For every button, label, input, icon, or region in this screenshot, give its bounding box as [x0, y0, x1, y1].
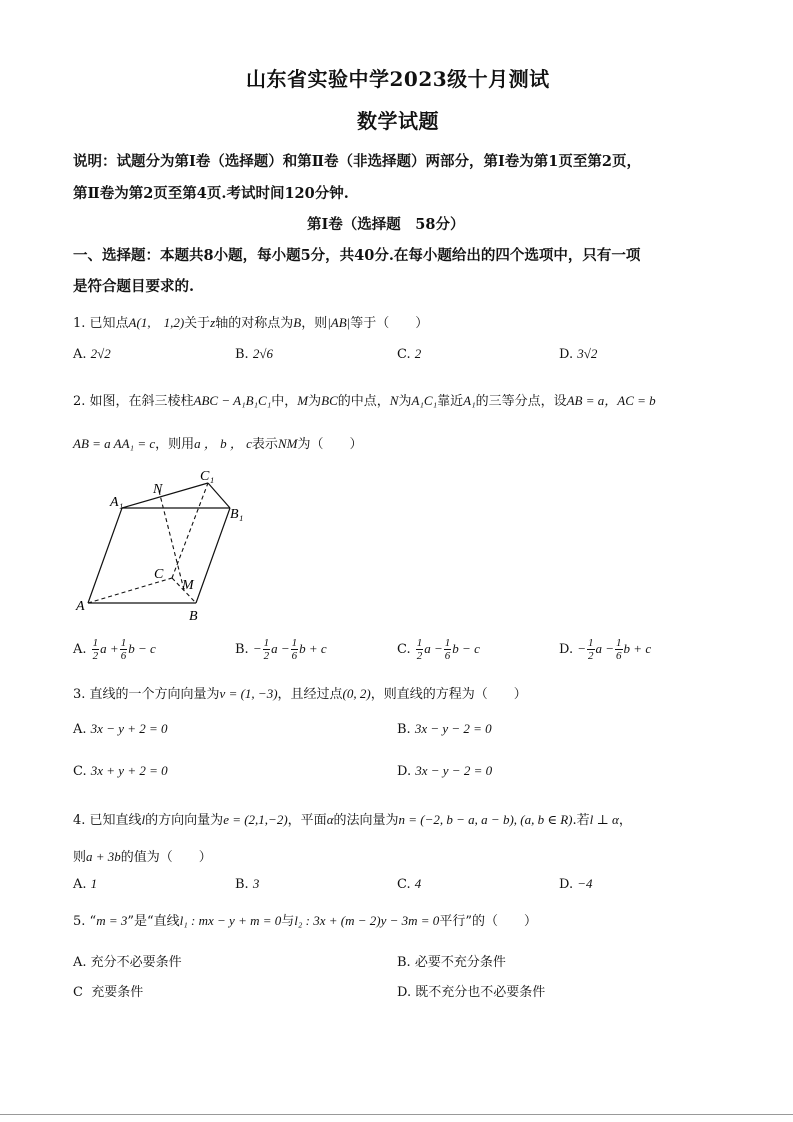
- q1-point-b: B: [293, 315, 302, 330]
- q1-point-a: A(1, 1,2): [128, 315, 185, 330]
- label-B: B: [189, 609, 198, 624]
- q4-option-a[interactable]: A. 1: [73, 876, 98, 892]
- label-N: N: [153, 482, 163, 497]
- q5-line-l2: l₂ : 3x + (m − 2)y − 3m = 0: [294, 913, 440, 928]
- q1-text: 关于: [184, 316, 211, 331]
- q2-option-b[interactable]: B. − $\frac{1}{2}$ a − $\frac{1}{6}$ b + c: [235, 637, 327, 662]
- edge-c1-b1: [208, 483, 230, 508]
- q5-option-a[interactable]: A. 充分不必要条件: [73, 955, 182, 970]
- q1-option-c[interactable]: C. 2: [397, 346, 422, 362]
- section-heading: 第Ⅰ卷（选择题 58分）: [307, 216, 465, 233]
- q3-option-b[interactable]: B. 3x − y − 2 = 0: [397, 721, 492, 737]
- label-C: C: [154, 567, 164, 582]
- q3-point: (0, 2): [342, 686, 371, 701]
- q4-normal-vector: n = (−2, b − a, a − b), (a, b ∈ R): [398, 812, 573, 827]
- question-4-stem-line1: 4. 已知直线l的方向向量为e = (2,1,−2)，平面α的法向量为n = (−2, b − a, a − b), (a, b ∈ R).若l ⊥ α，: [73, 812, 632, 828]
- q2-vector-defs-2: AB = a AA₁ = c: [73, 436, 156, 451]
- question-4-stem-line2: 则a + 3b的值为（ ）: [73, 849, 212, 865]
- q5-line-l1: l₁ : mx − y + m = 0: [179, 913, 282, 928]
- q4-option-d[interactable]: D. −4: [559, 876, 593, 892]
- q4-option-b[interactable]: B. 3: [235, 876, 260, 892]
- q1-option-d[interactable]: D. 3√2: [559, 346, 598, 362]
- q2-vector-nm: NM: [277, 436, 298, 451]
- q2-option-d[interactable]: D. − $\frac{1}{2}$ a − $\frac{1}{6}$ b + c: [559, 637, 652, 662]
- part-heading-line1: 一、选择题：本题共8小题，每小题5分，共40分.在每小题给出的四个选项中，只有一项: [73, 247, 641, 264]
- q2-prism: ABC − A₁B₁C₁: [193, 393, 272, 408]
- q1-text: ，则: [301, 316, 328, 331]
- q4-option-c[interactable]: C. 4: [397, 876, 422, 892]
- q1-text: 1. 已知点: [73, 316, 129, 331]
- label-M: M: [182, 578, 194, 593]
- question-3-stem: 3. 直线的一个方向向量为v = (1, −3)，且经过点(0, 2)，则直线的方程为（ ）: [73, 686, 527, 702]
- question-2-stem-line2: AB = a AA₁ = c，则用a ， b ， c表示NM为（ ）: [73, 436, 363, 452]
- instructions-line2: 第Ⅱ卷为第2页至第4页.考试时间120分钟.: [73, 185, 349, 202]
- q1-axis: z: [210, 315, 216, 330]
- edge-b-b1: [196, 508, 230, 603]
- edge-a-a1: [88, 508, 122, 603]
- q4-direction-vector: e = (2,1,−2): [223, 812, 288, 827]
- question-2-stem-line1: 2. 如图，在斜三棱柱ABC − A₁B₁C₁中，M为BC的中点，N为A₁C₁靠近A₁的三等分点，设AB = a，AC = b: [73, 393, 656, 409]
- label-A: A: [76, 599, 85, 614]
- q2-vector-defs: AB = a，AC = b: [566, 393, 656, 408]
- q1-modulus: |AB|: [327, 315, 351, 330]
- q5-option-c[interactable]: C 充要条件: [73, 985, 144, 1000]
- q2-option-a[interactable]: A. $\frac{1}{2}$ a + $\frac{1}{6}$ b − c: [73, 637, 156, 662]
- label-B1: B₁: [230, 507, 244, 522]
- q1-text: 等于（ ）: [350, 316, 429, 331]
- edge-a1-c1: [122, 483, 208, 508]
- q5-option-d[interactable]: D. 既不充分也不必要条件: [397, 985, 546, 1000]
- q1-option-a[interactable]: A. 2√2: [73, 346, 111, 362]
- part-heading-line2: 是符合题目要求的.: [73, 278, 195, 295]
- q3-option-a[interactable]: A. 3x − y + 2 = 0: [73, 721, 168, 737]
- q3-option-c[interactable]: C. 3x + y + 2 = 0: [73, 763, 168, 779]
- instructions-line1: 说明：试题分为第Ⅰ卷（选择题）和第Ⅱ卷（非选择题）两部分，第Ⅰ卷为第1页至第2页，: [73, 153, 641, 170]
- exam-title: 山东省实验中学2023级十月测试: [246, 67, 550, 91]
- q1-text: 轴的对称点为: [215, 316, 294, 331]
- page-bottom-rule: [0, 1114, 793, 1115]
- q1-option-b[interactable]: B. 2√6: [235, 346, 273, 362]
- prism-figure: [70, 468, 260, 628]
- label-C1: C₁: [200, 469, 215, 484]
- exam-subtitle: 数学试题: [357, 109, 439, 133]
- edge-c-c1: [172, 483, 208, 578]
- q2-option-c[interactable]: C. $\frac{1}{2}$ a − $\frac{1}{6}$ b − c: [397, 637, 480, 662]
- q3-direction-vector: v = (1, −3): [219, 686, 278, 701]
- q5-option-b[interactable]: B. 必要不充分条件: [397, 955, 506, 970]
- q3-option-d[interactable]: D. 3x − y − 2 = 0: [397, 763, 493, 779]
- question-5-stem: 5. “m = 3”是“直线l₁ : mx − y + m = 0与l₂ : 3x + (m − 2)y − 3m = 0平行”的（ ）: [73, 913, 537, 929]
- label-A1: A₁: [110, 495, 124, 510]
- question-1-stem: [73, 312, 428, 331]
